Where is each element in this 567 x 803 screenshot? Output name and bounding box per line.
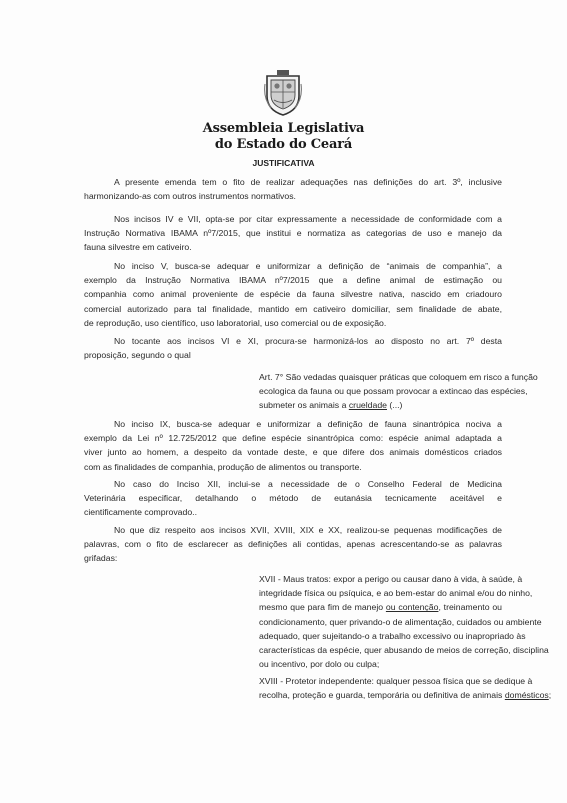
text-line: No tocante aos incisos VI e XI, procura-se harmonizá-los ao disposto no art. 7º desta — [114, 336, 502, 346]
text-line: exemplo da Instrução Normativa IBAMA nº7/2015 que a define animal de estimação ou — [84, 275, 502, 286]
quote-line: XVIII - Protetor independente: qualquer pessoa física que se dedique à — [259, 676, 533, 686]
text-line: exemplo da Lei nº 12.725/2012 que define espécie sinantrópica como: espécie animal adaptada a — [84, 433, 502, 444]
text-line: No inciso V, busca-se adequar e uniformizar a definição de “animais de companhia”, a — [114, 261, 502, 271]
quote-text: , treinamento ou — [438, 602, 503, 613]
quote-text: mesmo que para fim de manejo — [259, 602, 386, 613]
text-line: palavras, com o fito de esclarecer as definições ali contidas, apenas acrescentando-se as palavras — [84, 539, 502, 550]
paragraph-inciso-ix — [84, 417, 502, 474]
quote-ellipsis: (...) — [387, 400, 403, 411]
quote-line: integridade física ou psíquica, e ao bem-estar do animal e/ou do ninho, — [259, 588, 533, 599]
quote-text: submeter os animais a — [259, 400, 347, 411]
text-line: Instrução Normativa IBAMA nº7/2015, que institui e normatiza as categorias de uso e manejo da — [84, 228, 502, 239]
text-line: No que diz respeito aos incisos XVII, XVIII, XIX e XX, realizou-se pequenas modificações de — [114, 525, 502, 535]
text-line: companhia como animal proveniente de espécie da fauna silvestre nativa, nascido em criadouro — [84, 289, 502, 300]
text-line: harmonizando-as com outros instrumentos normativos. — [84, 191, 296, 202]
quote-line: Art. 7° São vedadas quaisquer práticas que coloquem em risco a função — [259, 372, 538, 382]
quote-line — [259, 688, 552, 702]
text-line: comercial autorizado para tal finalidade, mantido em cativeiro domiciliar, sem finalidade de abate, — [84, 303, 502, 314]
quote-line: ecologica da fauna ou que possam provocar a extincao das espécies, — [259, 386, 528, 397]
paragraph-incisos-vi-xi — [84, 334, 502, 362]
quote-inciso-xviii — [259, 674, 552, 702]
quote-line: características da espécie, quer abusando de meios de correção, disciplina — [259, 645, 549, 656]
institution-state: do Estado do Ceará — [214, 137, 353, 152]
text-line: fauna silvestre em cativeiro. — [84, 242, 192, 253]
quote-line: XVII - Maus tratos: expor a perigo ou causar dano à vida, à saúde, à — [259, 574, 523, 584]
text-line: proposição, segundo o qual — [84, 350, 191, 361]
paragraph-intro — [84, 175, 502, 203]
quote-inciso-xvii — [259, 572, 549, 671]
text-line: Nos incisos IV e VII, opta-se por citar expressamente a necessidade de conformidade com a — [114, 214, 502, 224]
state-seal-icon — [263, 70, 303, 116]
quote-line: ou incentivo, por dolo ou culpa; — [259, 659, 380, 670]
underlined-word: crueldade — [348, 400, 387, 411]
text-line: No caso do Inciso XII, inclui-se a necessidade de o Conselho Federal de Medicina — [114, 479, 502, 489]
paragraph-incisos-xvii-xx — [84, 523, 502, 566]
text-line: grifadas: — [84, 553, 118, 564]
text-line: com as finalidades de companhia, produção de alimentos ou transporte. — [84, 461, 362, 472]
institution-name: Assembleia Legislativa — [202, 121, 365, 136]
quote-line — [259, 398, 502, 412]
underlined-phrase: ou contenção — [385, 602, 439, 613]
quote-line: condicionamento, quer privando-o de alimentação, cuidados ou ambiente — [259, 616, 542, 627]
text-line: No inciso IX, busca-se adequar e uniformizar a definição de fauna sinantrópica nociva a — [114, 419, 502, 429]
quote-text: recolha, proteção e guarda, temporária ou definitiva de animais — [259, 690, 505, 701]
paragraph-inciso-v — [84, 259, 502, 330]
quote-line — [259, 600, 502, 614]
text-line: cientificamente comprovado.. — [84, 507, 197, 518]
text-line: A presente emenda tem o fito de realizar adequações nas definições do art. 3º, inclusive — [114, 177, 502, 187]
document-heading: JUSTIFICATIVA — [252, 158, 315, 168]
underlined-word: domésticos — [504, 690, 549, 701]
text-line: viver junto ao homem, a despeito da vontade deste, e que difere dos animais domésticos criados — [84, 447, 502, 458]
quote-art-7 — [259, 370, 538, 413]
paragraph-inciso-xii — [84, 477, 502, 520]
quote-text: ; — [548, 690, 552, 701]
paragraph-incisos-iv-vii — [84, 212, 502, 255]
quote-line: adequado, quer sujeitando-o a trabalho excessivo ou inapropriado às — [259, 630, 526, 641]
text-line: Veterinária especificar, detalhando o método de eutanásia tecnicamente aceitável e — [84, 493, 502, 504]
text-line: de reprodução, uso científico, uso laboratorial, uso comercial ou de exposição. — [84, 317, 387, 328]
